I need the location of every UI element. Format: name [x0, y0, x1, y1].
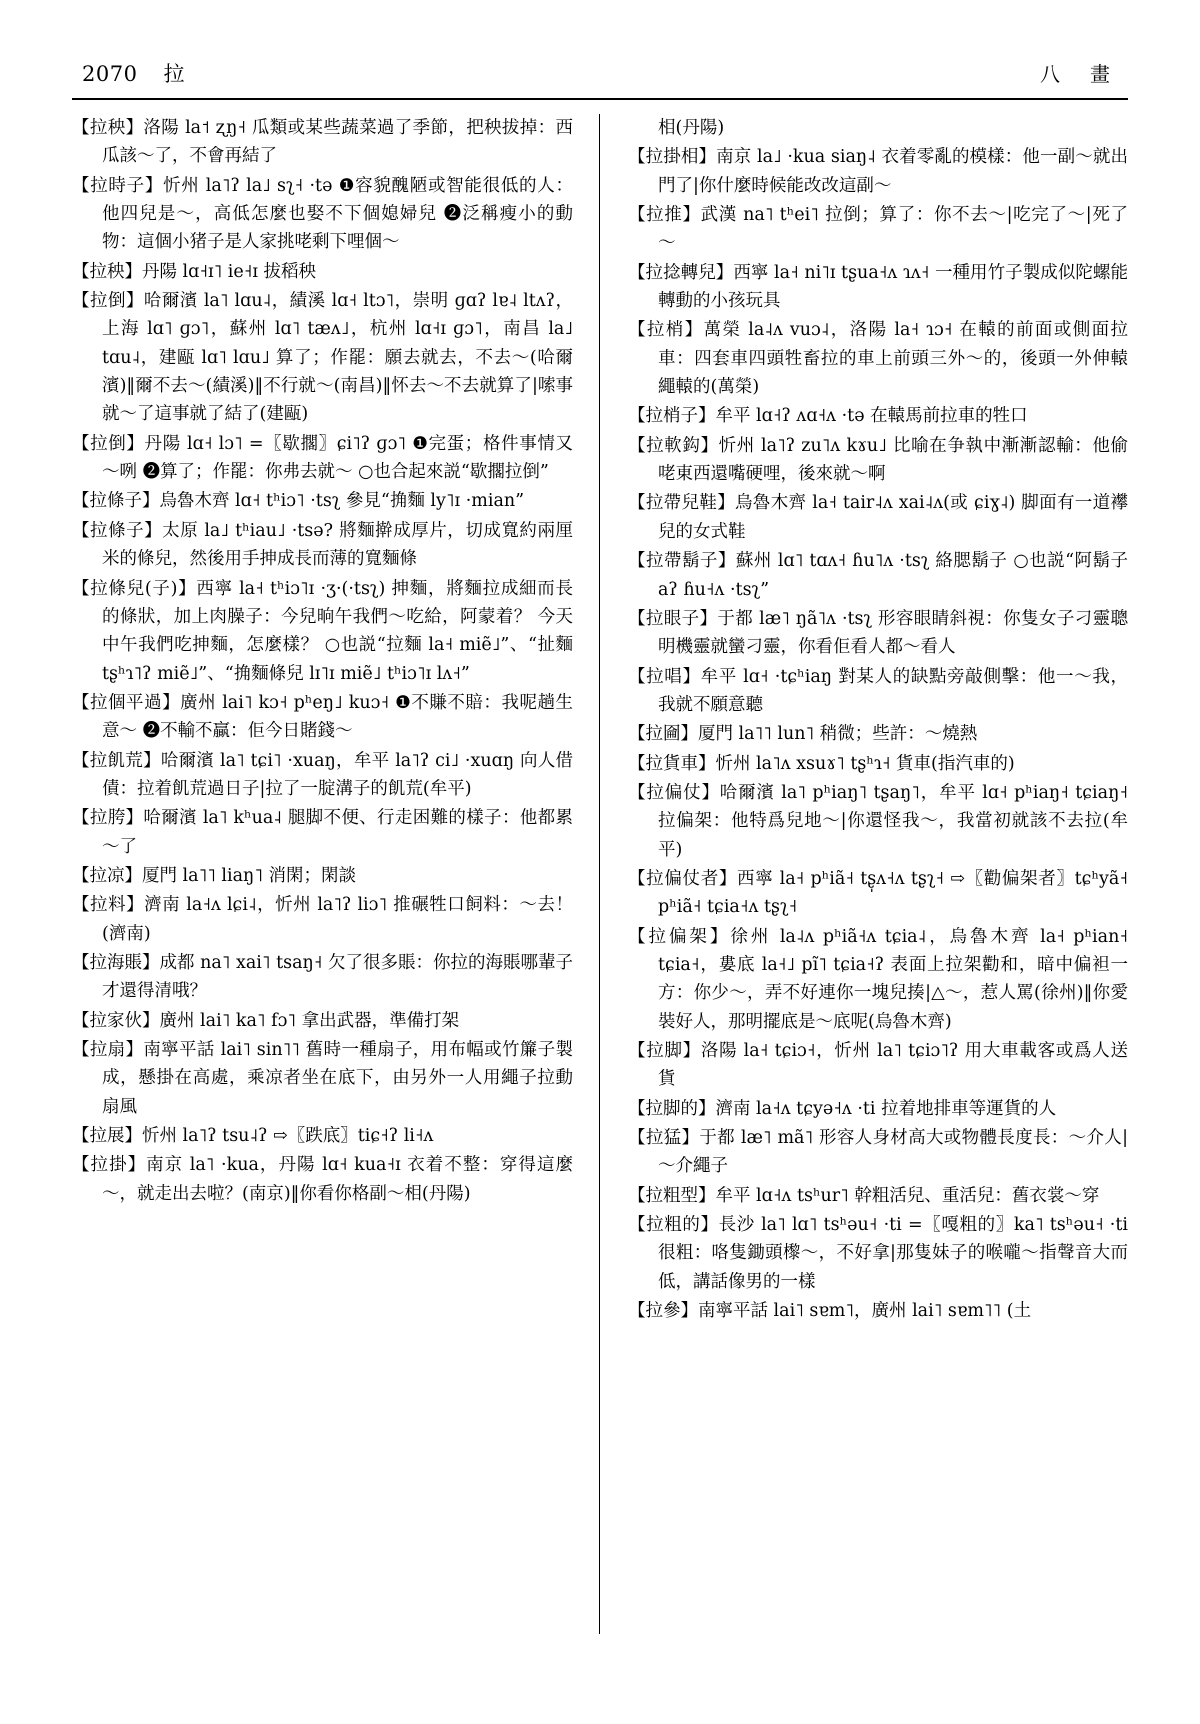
dictionary-entry: 【拉參】南寧平話 lai˥ sɐm˥，廣州 lai˥ sɐm˥˥ (土 [628, 1301, 1032, 1322]
dictionary-entry: 【拉偏仗】哈爾濱 la˥ pʰiaŋ˥ tʂaŋ˥，牟平 lɑ˧ pʰiaŋ˧ tɕiaŋ˧ 拉偏架：他特爲兒地～|你還怪我～，我當初就該不去拉(牟平) [628, 782, 1128, 860]
dictionary-entry: 【拉猛】于都 læ˥ mã˥ 形容人身材高大或物體長度長：～介人|～介繩子 [628, 1128, 1128, 1177]
column-right [600, 114, 1128, 1634]
column-left [72, 114, 600, 1634]
dictionary-entry: 【拉掛】南京 la˥ ·kua，丹陽 lɑ˧ kua˧ɪ 衣着不整：穿得這麼～，就走出去啦？(南京)‖你看你格副～相(丹陽) [72, 1155, 573, 1204]
dictionary-entry: 【拉凉】厦門 la˥˥ liaŋ˥ 消閑；閑談 [72, 865, 357, 886]
stroke-count-label: 八 [1040, 62, 1060, 86]
dictionary-entry: 【拉條子】烏魯木齊 lɑ˧ tʰiɔ˥ ·tsʅ 參見“捔麵 ly˥ɪ ·mian” [72, 491, 525, 512]
dictionary-entry: 【拉胯】哈爾濱 la˥ kʰua˨ 腿脚不便、行走困難的樣子：他都累～了 [72, 808, 573, 857]
running-head [72, 58, 1128, 88]
dictionary-entry: 【拉軟鈎】忻州 la˥ʔ zu˥ʌ kɤu˩ 比喻在争執中漸漸認輸：他偷咾東西還嘴硬哩，後來就～啊 [628, 435, 1128, 485]
dictionary-entry: 【拉掛相】南京 la˩ ·kua siaŋ˨ 衣着零亂的模樣：他一副～就出門了|你什麼時候能改改這副～ [628, 147, 1128, 196]
body-columns [72, 114, 1128, 1634]
dictionary-entry: 【拉海賬】成都 na˥ xai˥ tsaŋ˧ 欠了很多賬：你拉的海賬哪輩子才還得清哦？ [72, 952, 573, 1002]
dictionary-entry: 【拉梢子】牟平 lɑ˧ʔ ʌɑ˧ʌ ·tə 在轅馬前拉車的牲口 [628, 406, 1028, 427]
dictionary-entry: 【拉個平過】廣州 lai˥ kɔ˧ pʰeŋ˩ kuɔ˧ ❶不賺不賠：我呢趟生意～ ❷不輸不贏：佢今日賭錢～ [72, 692, 573, 742]
stroke-unit-label: 畫 [1090, 62, 1110, 86]
dictionary-entry: 【拉扇】南寧平話 lai˥ sin˥˥ 舊時一種扇子，用布幅或竹簾子製成，懸掛在高處，乘凉者坐在底下，由另外一人用繩子拉動扇風 [72, 1040, 573, 1117]
dictionary-entry: 【拉脚】洛陽 la˧ tɕiɔ˧，忻州 la˥ tɕiɔ˥ʔ 用大車載客或爲人送貨 [628, 1041, 1128, 1090]
dictionary-entry: 【拉料】濟南 la˧ʌ lɕi˨，忻州 la˥ʔ liɔ˥ 推碾牲口飼料：～去！(濟南) [72, 895, 573, 944]
dictionary-entry: 【拉梢】萬榮 la˨ʌ vuɔ˨，洛陽 la˧ ɿɔ˧ 在轅的前面或側面拉車：四套車四頭牲畜拉的車上前頭三外～的，後頭一外伸轅繩轅的(萬榮) [628, 320, 1128, 398]
dictionary-entry: 【拉粗的】長沙 la˥ lɑ˥ tsʰəu˧ ·ti =〖嘎粗的〗ka˥ tsʰəu˧ ·ti 很粗：咯隻鋤頭㰀～，不好拿|那隻妹子的喉嚨～指聲音大而低，講話像男的一樣 [628, 1215, 1128, 1292]
dictionary-entry: 【拉倒】丹陽 lɑ˧ lɔ˥ =〖歇擱〗ɕi˥ʔ ɡɔ˥ ❶完蛋；格件事情又～咧 ❷算了；作罷：你弗去就～ ○也合起來説“歇擱拉倒” [72, 433, 573, 483]
dictionary-entry: 【拉偏仗者】西寧 la˧ pʰiã˧ tʂ̩ʌ˧ʌ tʂʅ˧ ⇨〖勸偏架者〗tɕʰyã˧ pʰiã˧ tɕia˧ʌ tʂʅ˧ [628, 868, 1128, 918]
dictionary-entry: 【拉粗型】牟平 lɑ˧ʌ tsʰur˥ 幹粗活兒、重活兒：舊衣裳～穿 [628, 1185, 1100, 1206]
dictionary-entry: 【拉飢荒】哈爾濱 la˥ tɕi˥ ·xuaŋ，牟平 la˥ʔ ci˩ ·xuɑŋ 向人借債：拉着飢荒過日子|拉了一腚溝子的飢荒(牟平) [72, 750, 573, 799]
dictionary-entry: 【拉捻轉兒】西寧 la˧ ni˥ɪ tʂua˧ʌ ɿʌ˧ 一種用竹子製成似陀螺能轉動的小孩玩具 [628, 262, 1128, 312]
dictionary-entry: 【拉脚的】濟南 la˧ʌ tɕyə˧ʌ ·ti 拉着地排車等運貨的人 [628, 1098, 1057, 1119]
dictionary-entry: 【拉唱】牟平 lɑ˧ ·tɕʰiaŋ 對某人的缺點旁敲側擊：他一～我，我就不願意聽 [628, 666, 1128, 715]
dictionary-entry: 【拉帶鬍子】蘇州 lɑ˥ tɑʌ˧ ɦu˥ʌ ·tsʅ 絡腮鬍子 ○也説“阿鬍子 aʔ ɦu˧ʌ ·tsʅ” [628, 551, 1128, 600]
dictionary-entry: 【拉條兒(子)】西寧 la˧ tʰiɔ˥ɪ ·ʒ·(·tsʅ) 抻麵，將麵拉成細而長的條狀，加上肉臊子：今兒晌午我們～吃給，阿蒙着？ 今天中午我們吃抻麵，怎麼樣？ ○也説“拉麵 la˧ miẽ˩”、“扯麵 tʂʰɿ˥ʔ miẽ˩”、“捔麵條兒 lɪ˥ɪ miẽ˩ tʰiɔ˥ɪ lʌ˧” [72, 578, 573, 684]
dictionary-entry: 【拉秧】洛陽 la˦ ʐŋ˧ 瓜類或某些蔬菜過了季節，把秧拔掉：西瓜該～了，不會再結了 [72, 118, 573, 167]
running-head-left [82, 58, 184, 88]
dictionary-entry: 【拉眼子】于都 læ˥ ŋã˥ʌ ·tsʅ 形容眼睛斜視：你隻女子刁靈聰明機靈就蠻刁靈，你看佢看人都～看人 [628, 608, 1128, 658]
dictionary-entry: 【拉圇】厦門 la˥˥ lun˥ 稍微；些許：～燒熱 [628, 724, 978, 745]
dictionary-entry: 【拉時子】忻州 la˥ʔ la˩ sʅ˧ ·tə ❶容貌醜陋或智能很低的人：他四兒是～，高低怎麼也娶不下個媳婦兒 ❷泛稱瘦小的動物：這個小猪子是人家挑咾剩下哩個～ [72, 175, 573, 253]
page-number: 2070 [82, 62, 138, 86]
dictionary-entry: 【拉展】忻州 la˥ʔ tsu˨ʔ ⇨〖跌底〗tiɕ˧ʔ li˧ʌ [72, 1126, 434, 1147]
dictionary-entry: 【拉推】武漢 na˥ tʰei˥ 拉倒；算了：你不去～|吃完了～|死了～ [628, 205, 1128, 254]
dictionary-entry: 【拉帶兒鞋】烏魯木齊 la˧ tair˨ʌ xai˨ʌ(或 ɕiɣ˨) 脚面有一道襻兒的女式鞋 [628, 493, 1128, 542]
dictionary-entry: 【拉貨車】忻州 la˥ʌ xsuɤ˥ tʂʰɿ˧ 貨車(指汽車的) [628, 753, 1015, 774]
dictionary-entry-continuation: 相(丹陽) [658, 118, 725, 138]
dictionary-entry: 【拉秧】丹陽 lɑ˧ɪ˥ iе˧ɪ 拔稻秧 [72, 261, 317, 282]
header-divider [72, 98, 1128, 100]
running-head-headword: 拉 [163, 62, 185, 86]
dictionary-entry: 【拉家伙】廣州 lai˥ ka˥ fɔ˥ 拿出武器，準備打架 [72, 1010, 460, 1031]
running-head-right [1040, 58, 1122, 87]
dictionary-entry: 【拉倒】哈爾濱 la˥ lɑu˨，績溪 lɑ˧ ltɔ˥，崇明 ɡɑʔ lɐ˨ ltʌʔ，上海 lɑ˥ ɡɔ˥，蘇州 lɑ˥ tæʌ˩，杭州 lɑ˧ɪ ɡɔ˥，南昌 la˩ tɑu˨，建甌 lɑ˥ lɑu˩ 算了；作罷：願去就去，不去～(哈爾濱)‖爾不去～(績溪)‖不行就～(南昌)‖怀去～不去就算了|嗦事就～了這事就了結了(建甌) [72, 291, 573, 425]
dictionary-entry: 【拉條子】太原 la˩ tʰiau˩ ·tsə? 將麵擀成厚片，切成寬約兩厘米的條兒，然後用手抻成長而薄的寬麵條 [72, 520, 573, 570]
dictionary-entry: 【拉偏架】徐州 la˨ʌ pʰiã˧ʌ tɕia˨，烏魯木齊 la˧ pʰian˧ tɕia˧，婁底 la˧˩ pĩ˥ tɕia˧ʔ 表面上拉架勸和，暗中偏袒一方：你少～，弄不好連你一塊兒揍|△～，惹人罵(徐州)‖你愛裝好人，那明擺底是～底呢(烏魯木齊) [628, 926, 1128, 1032]
